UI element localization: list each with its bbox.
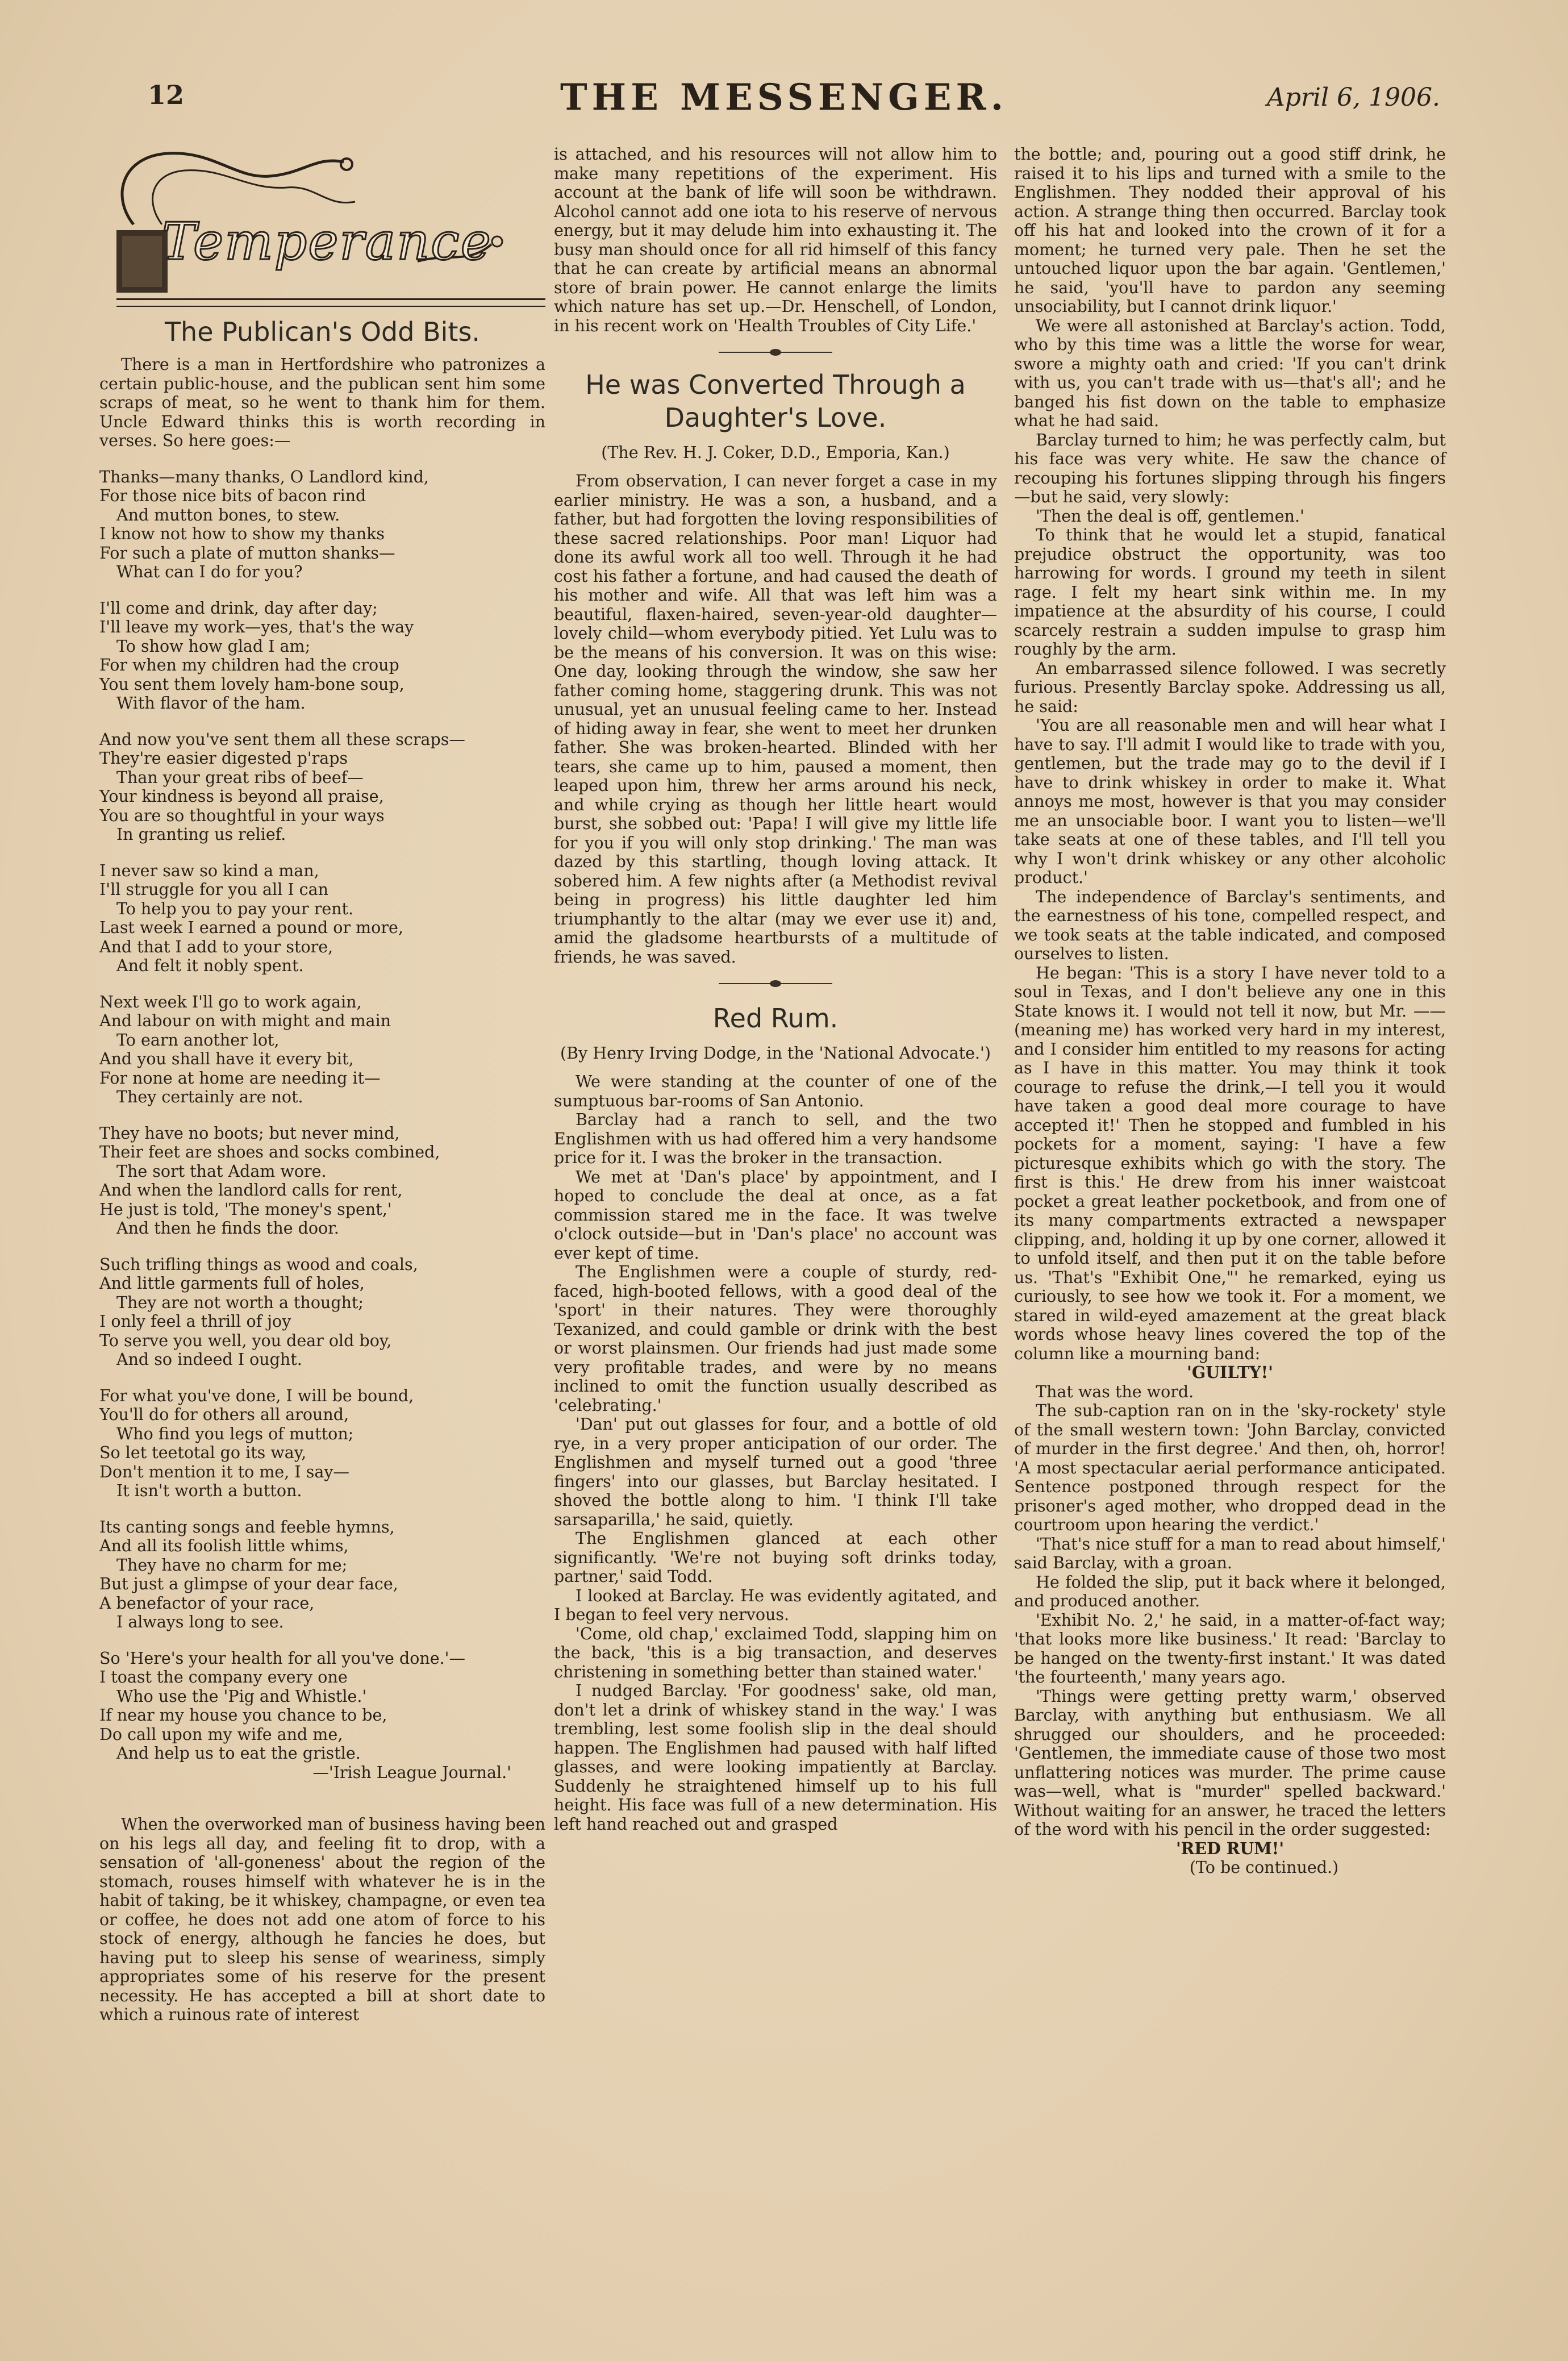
- poem-stanza: [99, 468, 545, 582]
- poem-line: They are not worth a thought;: [116, 1293, 364, 1312]
- red-rum-paragraph: 'Come, old chap,' exclaimed Todd, slapping him on the back, 'this is a big transaction, and deserves christening in something better than stained water.': [554, 1624, 997, 1681]
- red-rum-paragraph: Barclay turned to him; he was perfectly calm, but his face was very white. He saw the chance of recouping his fortunes slipping through his fingers—but he said, very slowly:: [1014, 430, 1446, 506]
- poem-line: For those nice bits of bacon rind: [99, 486, 366, 505]
- poem-line: To serve you well, you dear old boy,: [99, 1331, 392, 1350]
- poem-line: You are so thoughtful in your ways: [99, 806, 385, 825]
- poem-line: And little garments full of holes,: [99, 1274, 365, 1293]
- stanza-gap: [99, 713, 545, 730]
- poem-attribution: —'Irish League Journal.': [312, 1763, 511, 1782]
- publican-intro: There is a man in Hertfordshire who patronizes a certain public-house, and the publican sent him some scraps of meat, so he went to thank him for them. Uncle Edward thinks this is worth recording in verses. So here goes:—: [99, 355, 545, 450]
- issue-date: April 6, 1906.: [1266, 83, 1440, 112]
- divider-ornament: [719, 979, 832, 988]
- poem-stanza: [99, 1518, 545, 1632]
- poem-line: Don't mention it to me, I say—: [99, 1462, 349, 1481]
- red-rum-paragraph: Barclay had a ranch to sell, and the two Englishmen with us had offered him a very handsome price for it. I was the broker in the transaction.: [554, 1110, 997, 1167]
- poem-line: If near my house you chance to be,: [99, 1706, 387, 1725]
- red-rum-paragraph: We met at 'Dan's place' by appointment, and I hoped to conclude the deal at once, as a fat commission stared me in the face. It was twelve o'clock outside—but in 'Dan's place' no account was ever kept of time.: [554, 1167, 997, 1263]
- poem-line: I'll struggle for you all I can: [99, 880, 328, 899]
- poem-line: I only feel a thrill of joy: [99, 1312, 291, 1331]
- poem-line: And so indeed I ought.: [116, 1350, 302, 1369]
- red-rum-paragraph: He folded the slip, put it back where it belonged, and produced another.: [1014, 1572, 1446, 1610]
- poem-line: I never saw so kind a man,: [99, 861, 319, 880]
- converted-body: From observation, I can never forget a case in my earlier ministry. He was a son, a husband, and a father, but had forgotten the loving responsibilities of these sacred relationships. Poor man! Liquor had done its awful work all too well. Through it he had cost his father a fortune, and had caused the death of his mother and wife. All that was left him was a beautiful, flaxen-haired, seven-year-old daughter—lovely child—whom everybody pitied. Yet Lulu was to be the means of his conversion. It was on this wise: One day, looking through the window, she saw her father coming home, staggering drunk. This was not unusual, yet an unusual feeling came to her. Instead of hiding away in fear, she went to meet her drunken father. She was broken-hearted. Blinded with her tears, she came up to him, paused a moment, then leaped upon him, threw her arms around his neck, and while crying as though her little heart would burst, she sobbed out: 'Papa! I will give my little life for you if you will only stop drinking.' The man was dazed by this startling, though loving attack. It sobered him. A few nights after (a Methodist revival being in progress) his little daughter led him triumphantly to the altar (may we ever use it) and, amid the gladsome heartbursts of a multitude of friends, he was saved.: [554, 472, 997, 967]
- poem-line: And when the landlord calls for rent,: [99, 1181, 403, 1200]
- red-rum-part-2: [1014, 145, 1446, 1877]
- poem-stanza: [99, 730, 545, 844]
- temperance-heading: Temperance: [162, 212, 492, 272]
- stanza-gap: [99, 582, 545, 599]
- page-number: 12: [148, 80, 185, 110]
- red-rum-paragraph: 'Dan' put out glasses for four, and a bottle of old rye, in a very proper anticipation of our order. The Englishmen and myself turned out a good 'three fingers' into our glasses, but Barclay hesitated. I shoved the bottle along to him. 'I think I'll take sarsaparilla,' he said, quietly.: [554, 1415, 997, 1529]
- red-rum-paragraph: 'Things were getting pretty warm,' observed Barclay, with anything but enthusiasm. We all shrugged our shoulders, and he proceeded: 'Gentlemen, the immediate cause of those two most unflattering notices was murder. The prime cause was—well, what is "murder" spelled backward.' Without waiting for an answer, he traced the letters of the word with his pencil in the order suggested:: [1014, 1687, 1446, 1839]
- red-rum-paragraph: The independence of Barclay's sentiments, and the earnestness of his tone, compelled respect, and we took seats at the table indicated, and composed ourselves to listen.: [1014, 887, 1446, 963]
- poem-line: For when my children had the croup: [99, 656, 399, 674]
- red-rum-part-1: [554, 1072, 997, 1834]
- poem-line: Who use the 'Pig and Whistle.': [116, 1687, 367, 1706]
- temperance-banner: [99, 145, 545, 310]
- poem-line: Who find you legs of mutton;: [116, 1424, 354, 1443]
- poem-line: The sort that Adam wore.: [116, 1161, 327, 1181]
- stanza-gap: [99, 976, 545, 993]
- masthead: [0, 76, 1568, 142]
- poem-line: And all its foolish little whims,: [99, 1536, 349, 1555]
- poem-line: It isn't worth a button.: [116, 1481, 302, 1500]
- red-rum-paragraph: The Englishmen were a couple of sturdy, red-faced, high-booted fellows, with a good deal of the 'sport' in their natures. They were thoroughly Texanized, and could gamble or drink with the best or worst plainsmen. Our friends had just made some very profitable trades, and were by no means inclined to omit the function usually described as 'celebrating.': [554, 1263, 997, 1415]
- poem-line: They have no charm for me;: [116, 1555, 348, 1575]
- poem-line: Next week I'll go to work again,: [99, 992, 362, 1011]
- red-rum-paragraph: (To be continued.): [1189, 1858, 1339, 1877]
- poem-line: To help you to pay your rent.: [116, 899, 354, 918]
- overworked-paragraph: When the overworked man of business having been on his legs all day, and feeling fit to drop, with a sensation of 'all-goneness' about the region of the stomach, rouses himself with whatever he is in the habit of taking, be it whiskey, champagne, or even tea or coffee, he does not add one atom of force to his stock of energy, although he fancies he does, but having put to sleep his sense of weariness, simply appropriates some of his reserve for the present necessity. He has accepted a bill at short date to which a ruinous rate of interest: [99, 1815, 545, 2024]
- publican-title: The Publican's Odd Bits.: [164, 317, 481, 347]
- column-3: [1014, 145, 1446, 1877]
- poem-line: Thanks—many thanks, O Landlord kind,: [99, 467, 429, 486]
- poem-line: I'll leave my work—yes, that's the way: [99, 618, 414, 636]
- poem-line: They have no boots; but never mind,: [99, 1123, 400, 1143]
- column-2: [554, 145, 997, 1834]
- poem-line: Such trifling things as wood and coals,: [99, 1255, 418, 1274]
- divider-ornament: [719, 348, 832, 357]
- poem-line: For what you've done, I will be bound,: [99, 1386, 414, 1405]
- poem-line: Last week I earned a pound or more,: [99, 918, 403, 937]
- poem-line: But just a glimpse of your dear face,: [99, 1575, 398, 1593]
- stanza-gap: [99, 1238, 545, 1255]
- poem-stanza: [99, 1649, 545, 1763]
- poem-stanza: [99, 993, 545, 1107]
- poem-line: I'll come and drink, day after day;: [99, 598, 378, 618]
- poem-stanza: [99, 1124, 545, 1238]
- stanza-gap: [99, 1369, 545, 1386]
- poem-line: So 'Here's your health for all you've done.'—: [99, 1648, 465, 1668]
- poem-line: And that I add to your store,: [99, 937, 333, 956]
- red-rum-paragraph: We were all astonished at Barclay's action. Todd, who by this time was a little the worse for wear, swore a mighty oath and cried: 'If you can't drink with us, you can't trade with us—that's all'; and he banged his fist down on the table to emphasize what he had said.: [1014, 316, 1446, 430]
- poem-line: He just is told, 'The money's spent,': [99, 1200, 392, 1219]
- poem-line: For such a plate of mutton shanks—: [99, 543, 395, 563]
- red-rum-paragraph: 'Then the deal is off, gentlemen.': [1036, 506, 1304, 526]
- poem-line: I toast the company every one: [99, 1668, 348, 1687]
- poem-stanza: [99, 1255, 545, 1369]
- poem-line: And then he finds the door.: [116, 1219, 339, 1238]
- red-rum-title: Red Rum.: [712, 1003, 839, 1034]
- red-rum-paragraph: the bottle; and, pouring out a good stiff drink, he raised it to his lips and turned with a smile to the Englishmen. They nodded their approval of his action. A strange thing then occurred. Barclay took off his hat and looked into the crown of it for a moment; he turned very pale. Then he set the untouched liquor upon the bar again. 'Gentlemen,' he said, 'you'll have to pardon any seeming unsociability, but I cannot drink liquor.': [1014, 145, 1446, 316]
- poem-stanza: [99, 1386, 545, 1501]
- poem-line: You'll do for others all around,: [99, 1405, 349, 1424]
- converted-byline: (The Rev. H. J. Coker, D.D., Emporia, Kan.): [601, 443, 950, 462]
- poem-line: And you shall have it every bit,: [99, 1050, 354, 1068]
- poem-line: Do call upon my wife and me,: [99, 1725, 343, 1744]
- publican-poem: [99, 468, 545, 1763]
- red-rum-paragraph: The sub-caption ran on in the 'sky-rockety' style of the small western town: 'John Barclay, convicted of murder in the first degree.' And then, oh, horror! 'A most spectacular aerial performance anticipated. Sentence postponed through respect for the prisoner's aged mother, who dropped dead in the courtroom upon hearing the verdict.': [1014, 1401, 1446, 1534]
- red-rum-paragraph: I nudged Barclay. 'For goodness' sake, old man, don't let a drink of whiskey stand in the way.' I was trembling, lest some foolish slip in the deal should happen. The Englishmen had paused with half lifted glasses, and were looking impatiently at Barclay. Suddenly he straightened himself up to his full height. His face was full of a new determination. His left hand reached out and grasped: [554, 1681, 997, 1834]
- poem-line: Your kindness is beyond all praise,: [99, 787, 384, 806]
- stanza-gap: [99, 1107, 545, 1124]
- poem-line: And labour on with might and main: [99, 1011, 391, 1030]
- red-rum-paragraph: 'You are all reasonable men and will hear what I have to say. I'll admit I would like to trade with you, gentlemen, but the trade may go to the devil if I have to drink whiskey in order to make it. What annoys me most, however is that you may consider me an unsociable boor. I want you to listen—we'll take seats at one of these tables, and I'll tell you why I won't drink whiskey or any other alcoholic product.': [1014, 716, 1446, 887]
- poem-line: And now you've sent them all these scraps—: [99, 730, 465, 749]
- poem-line: With flavor of the ham.: [116, 694, 306, 713]
- poem-line: I know not how to show my thanks: [99, 524, 385, 543]
- poem-stanza: [99, 861, 545, 976]
- red-rum-paragraph: We were standing at the counter of one of the sumptuous bar-rooms of San Antonio.: [554, 1072, 997, 1110]
- column-1: [99, 145, 545, 2025]
- paper-title: THE MESSENGER.: [560, 76, 1008, 119]
- poem-line: So let teetotal go its way,: [99, 1443, 307, 1462]
- red-rum-paragraph: 'Exhibit No. 2,' he said, in a matter-of-fact way; 'that looks more like business.' It read: 'Barclay to be hanged on the twenty-first instant.' It was dated 'the fourteenth,' many years ago.: [1014, 1610, 1446, 1687]
- red-rum-paragraph: 'That's nice stuff for a man to read about himself,' said Barclay, with a groan.: [1014, 1534, 1446, 1572]
- poem-line: I always long to see.: [116, 1613, 284, 1631]
- poem-line: And help us to eat the gristle.: [116, 1744, 361, 1763]
- stanza-gap: [99, 1501, 545, 1518]
- red-rum-paragraph: An embarrassed silence followed. I was secretly furious. Presently Barclay spoke. Addressing us all, he said:: [1014, 659, 1446, 716]
- converted-title: He was Converted Through a Daughter's Love.: [585, 369, 966, 433]
- poem-line: To show how glad I am;: [116, 636, 311, 656]
- poem-line: Than your great ribs of beef—: [116, 768, 364, 787]
- poem-line: And mutton bones, to stew.: [116, 505, 340, 524]
- overworked-continued: is attached, and his resources will not allow him to make many repetitions of the experiment. His account at the bank of life will soon be withdrawn. Alcohol cannot add one iota to his reserve of nervous energy, but it may delude him into exhausting it. The busy man should once for all rid himself of this fancy that he can create by artificial means an abnormal store of brain power. He cannot enlarge the limits which nature has set up.—Dr. Henschell, of London, in his recent work on 'Health Troubles of City Life.': [554, 145, 997, 335]
- red-rum-paragraph: The Englishmen glanced at each other significantly. 'We're not buying soft drinks today, partner,' said Todd.: [554, 1529, 997, 1586]
- stanza-gap: [99, 844, 545, 861]
- red-rum-paragraph: 'GUILTY!': [1187, 1363, 1273, 1382]
- poem-line: In granting us relief.: [116, 825, 286, 844]
- red-rum-paragraph: He began: 'This is a story I have never told to a soul in Texas, and I don't believe any one in this State knows it. I would not tell it now, but Mr. —— (meaning me) has worked very hard in my interest, and I consider him entitled to my reasons for acting as I have in this matter. You may think it took courage to refuse the drink,—I tell you it would have taken a good deal more courage to have accepted it!' Then he stopped and fumbled in his pockets for a moment, saying: 'I have a few picturesque exhibits which go with the story. The first is this.' He drew from his inner waistcoat pocket a great leather pocketbook, and from one of its many compartments extracted a newspaper clipping, and, holding it up by one corner, allowed it to unfold itself, and then put it on the table before us. 'That's "Exhibit One,"' he remarked, eying us curiously, to see how we took it. For a moment, we stared in wild-eyed amazement at the great black words whose heavy lines covered the top of the column like a mourning band:: [1014, 963, 1446, 1363]
- poem-line: They certainly are not.: [116, 1088, 303, 1106]
- red-rum-paragraph: That was the word.: [1036, 1382, 1194, 1401]
- poem-line: To earn another lot,: [116, 1030, 280, 1050]
- red-rum-paragraph: To think that he would let a stupid, fanatical prejudice obstruct the opportunity, was too harrowing for words. I ground my teeth in silent rage. I felt my heart sink within me. In my impatience at the absurdity of his course, I could scarcely restrain a sudden impulse to grasp him roughly by the arm.: [1014, 526, 1446, 659]
- poem-line: A benefactor of your race,: [99, 1593, 315, 1613]
- red-rum-paragraph: I looked at Barclay. He was evidently agitated, and I began to feel very nervous.: [554, 1586, 997, 1624]
- poem-stanza: [99, 599, 545, 713]
- poem-line: For none at home are needing it—: [99, 1068, 381, 1088]
- poem-line: What can I do for you?: [116, 563, 303, 581]
- banner-rule: [116, 298, 545, 307]
- stanza-gap: [99, 1632, 545, 1649]
- poem-line: They're easier digested p'raps: [99, 749, 348, 768]
- poem-line: Its canting songs and feeble hymns,: [99, 1517, 395, 1536]
- poem-line: Their feet are shoes and socks combined,: [99, 1143, 440, 1161]
- poem-line: And felt it nobly spent.: [116, 956, 304, 975]
- red-rum-byline: (By Henry Irving Dodge, in the 'National Advocate.'): [560, 1044, 991, 1063]
- poem-line: You sent them lovely ham-bone soup,: [99, 674, 404, 694]
- red-rum-paragraph: 'RED RUM!': [1175, 1838, 1285, 1858]
